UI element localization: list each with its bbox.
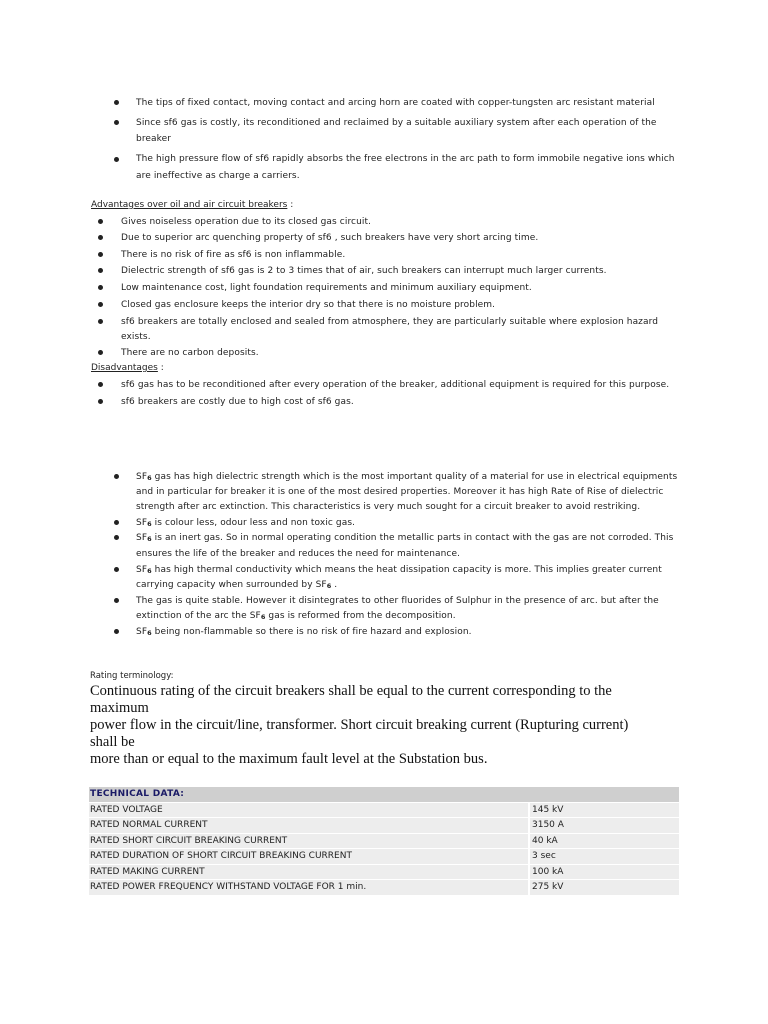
subscript-6: 6 xyxy=(326,582,332,590)
list-item-text-continued: exists. xyxy=(121,332,151,342)
disadvantages-heading-text: Disadvantages xyxy=(91,363,158,373)
text-run: . xyxy=(331,580,338,590)
list-item-text: Closed gas enclosure keeps the interior dry so that there is no moisture problem. xyxy=(121,300,496,310)
subscript-6: 6 xyxy=(147,535,152,543)
list-item-text: Due to superior arc quenching property of sf6 , such breakers have very short arcing time. xyxy=(121,233,539,243)
subscript-6: 6 xyxy=(260,613,266,621)
subscript-6: 6 xyxy=(147,520,152,528)
list-item-text: There is no risk of fire as sf6 is non inflammable. xyxy=(121,250,346,260)
bullet-icon xyxy=(98,252,103,257)
bullet-icon xyxy=(98,382,103,387)
bullet-icon xyxy=(114,520,119,525)
param-cell: RATED NORMAL CURRENT xyxy=(89,818,528,834)
text-run: gas is reformed from the decomposition. xyxy=(265,611,456,621)
bullet-icon xyxy=(98,319,103,324)
text-run: is an inert gas. So in normal operating condition the metallic parts in contact with the gas are not corroded. This xyxy=(151,533,674,543)
heading-colon: : xyxy=(287,200,294,210)
param-cell: RATED SHORT CIRCUIT BREAKING CURRENT xyxy=(89,834,528,850)
bullet-icon xyxy=(114,157,119,162)
table-row xyxy=(89,803,679,819)
paragraph-line: shall be xyxy=(90,734,135,750)
text-run: being non-flammable so there is no risk of fire hazard and explosion. xyxy=(151,627,472,637)
text-run: carrying capacity when surrounded by SF xyxy=(136,580,327,590)
list-item-text-continued: strength after arc extinction. This characteristics is very much sought for a circuit breaker to avoid restriking. xyxy=(136,502,641,512)
text-run: extinction of the arc the SF xyxy=(136,611,261,621)
bullet-icon xyxy=(114,629,119,634)
table-row xyxy=(89,834,679,850)
technical-data-table xyxy=(89,787,679,896)
bullet-icon xyxy=(98,399,103,404)
list-item-text-continued: and in particular for breaker it is one of the most desired properties. Moreover it has high Rate of Rise of dielectric xyxy=(136,487,664,497)
list-item-text xyxy=(136,565,662,575)
value-cell: 145 kV xyxy=(528,803,679,819)
list-item-text-continued: ensures the life of the breaker and reduces the need for maintenance. xyxy=(136,549,461,559)
bullet-icon xyxy=(114,567,119,572)
list-item-text xyxy=(136,533,673,543)
value-cell: 3 sec xyxy=(528,849,679,865)
value-cell: 40 kA xyxy=(528,834,679,850)
table-row xyxy=(89,818,679,834)
bullet-icon xyxy=(98,268,103,273)
bullet-icon xyxy=(114,535,119,540)
list-item-text xyxy=(136,518,355,528)
text-run: gas has high dielectric strength which is the most important quality of a material for use in electrical equipments xyxy=(151,472,678,482)
advantages-heading xyxy=(91,200,293,210)
list-item-text: Since sf6 gas is costly, its reconditioned and reclaimed by a suitable auxiliary system after each operation of the xyxy=(136,118,657,128)
list-item-text: Gives noiseless operation due to its closed gas circuit. xyxy=(121,217,372,227)
paragraph-line: more than or equal to the maximum fault level at the Substation bus. xyxy=(90,751,488,767)
list-item-text xyxy=(136,627,472,637)
list-item-text-continued xyxy=(136,580,337,590)
param-cell: RATED POWER FREQUENCY WITHSTAND VOLTAGE FOR 1 min. xyxy=(89,880,528,896)
list-item-text-continued: are ineffective as charge a carriers. xyxy=(136,171,300,181)
param-cell: RATED MAKING CURRENT xyxy=(89,865,528,881)
bullet-icon xyxy=(98,350,103,355)
rating-terminology-label: Rating terminology: xyxy=(90,671,174,681)
table-header: TECHNICAL DATA: xyxy=(89,787,679,803)
list-item-text: The gas is quite stable. However it disintegrates to other fluorides of Sulphur in the presence of arc. but after the xyxy=(136,596,659,606)
subscript-6: 6 xyxy=(147,474,152,482)
bullet-icon xyxy=(114,598,119,603)
list-item-text: sf6 breakers are totally enclosed and sealed from atmosphere, they are particularly suitable where explosion hazard xyxy=(121,317,659,327)
sf-symbol: SF xyxy=(136,518,148,528)
list-item-text: Dielectric strength of sf6 gas is 2 to 3 times that of air, such breakers can interrupt much larger currents. xyxy=(121,266,607,276)
sf-symbol: SF xyxy=(136,627,148,637)
bullet-icon xyxy=(98,285,103,290)
sf-symbol: SF xyxy=(136,472,148,482)
table-row xyxy=(89,849,679,865)
bullet-icon xyxy=(98,302,103,307)
list-item-text xyxy=(136,472,677,482)
disadvantages-heading xyxy=(91,363,164,373)
sf-symbol: SF xyxy=(136,565,148,575)
list-item-text: There are no carbon deposits. xyxy=(121,348,259,358)
param-cell: RATED VOLTAGE xyxy=(89,803,528,819)
bullet-icon xyxy=(98,235,103,240)
heading-colon: : xyxy=(157,363,164,373)
bullet-icon xyxy=(114,120,119,125)
value-cell: 100 kA xyxy=(528,865,679,881)
table-row xyxy=(89,865,679,881)
paragraph-line: power flow in the circuit/line, transformer. Short circuit breaking current (Rupturing current) xyxy=(90,717,629,733)
paragraph-line: Continuous rating of the circuit breakers shall be equal to the current corresponding to the xyxy=(90,683,612,699)
advantages-heading-text: Advantages over oil and air circuit breakers xyxy=(91,200,288,210)
text-run: is colour less, odour less and non toxic gas. xyxy=(151,518,356,528)
param-cell: RATED DURATION OF SHORT CIRCUIT BREAKING CURRENT xyxy=(89,849,528,865)
list-item-text-continued: breaker xyxy=(136,134,172,144)
list-item-text-continued xyxy=(136,611,456,621)
list-item-text: sf6 breakers are costly due to high cost of sf6 gas. xyxy=(121,397,354,407)
bullet-icon xyxy=(98,219,103,224)
table-header-row xyxy=(89,787,679,803)
bullet-icon xyxy=(114,474,119,479)
list-item-text: sf6 gas has to be reconditioned after every operation of the breaker, additional equipment is required for this purpose. xyxy=(121,380,670,390)
paragraph-line: maximum xyxy=(90,700,149,716)
subscript-6: 6 xyxy=(147,567,152,575)
sf-symbol: SF xyxy=(136,533,148,543)
value-cell: 3150 A xyxy=(528,818,679,834)
list-item-text: Low maintenance cost, light foundation requirements and minimum auxiliary equipment. xyxy=(121,283,532,293)
table-row xyxy=(89,880,679,896)
subscript-6: 6 xyxy=(147,629,152,637)
value-cell: 275 kV xyxy=(528,880,679,896)
list-item-text: The tips of fixed contact, moving contact and arcing horn are coated with copper-tungsten arc resistant material xyxy=(136,98,655,108)
list-item-text: The high pressure flow of sf6 rapidly absorbs the free electrons in the arc path to form immobile negative ions which xyxy=(136,154,675,164)
bullet-icon xyxy=(114,100,119,105)
text-run: has high thermal conductivity which means the heat dissipation capacity is more. This implies greater current xyxy=(151,565,662,575)
